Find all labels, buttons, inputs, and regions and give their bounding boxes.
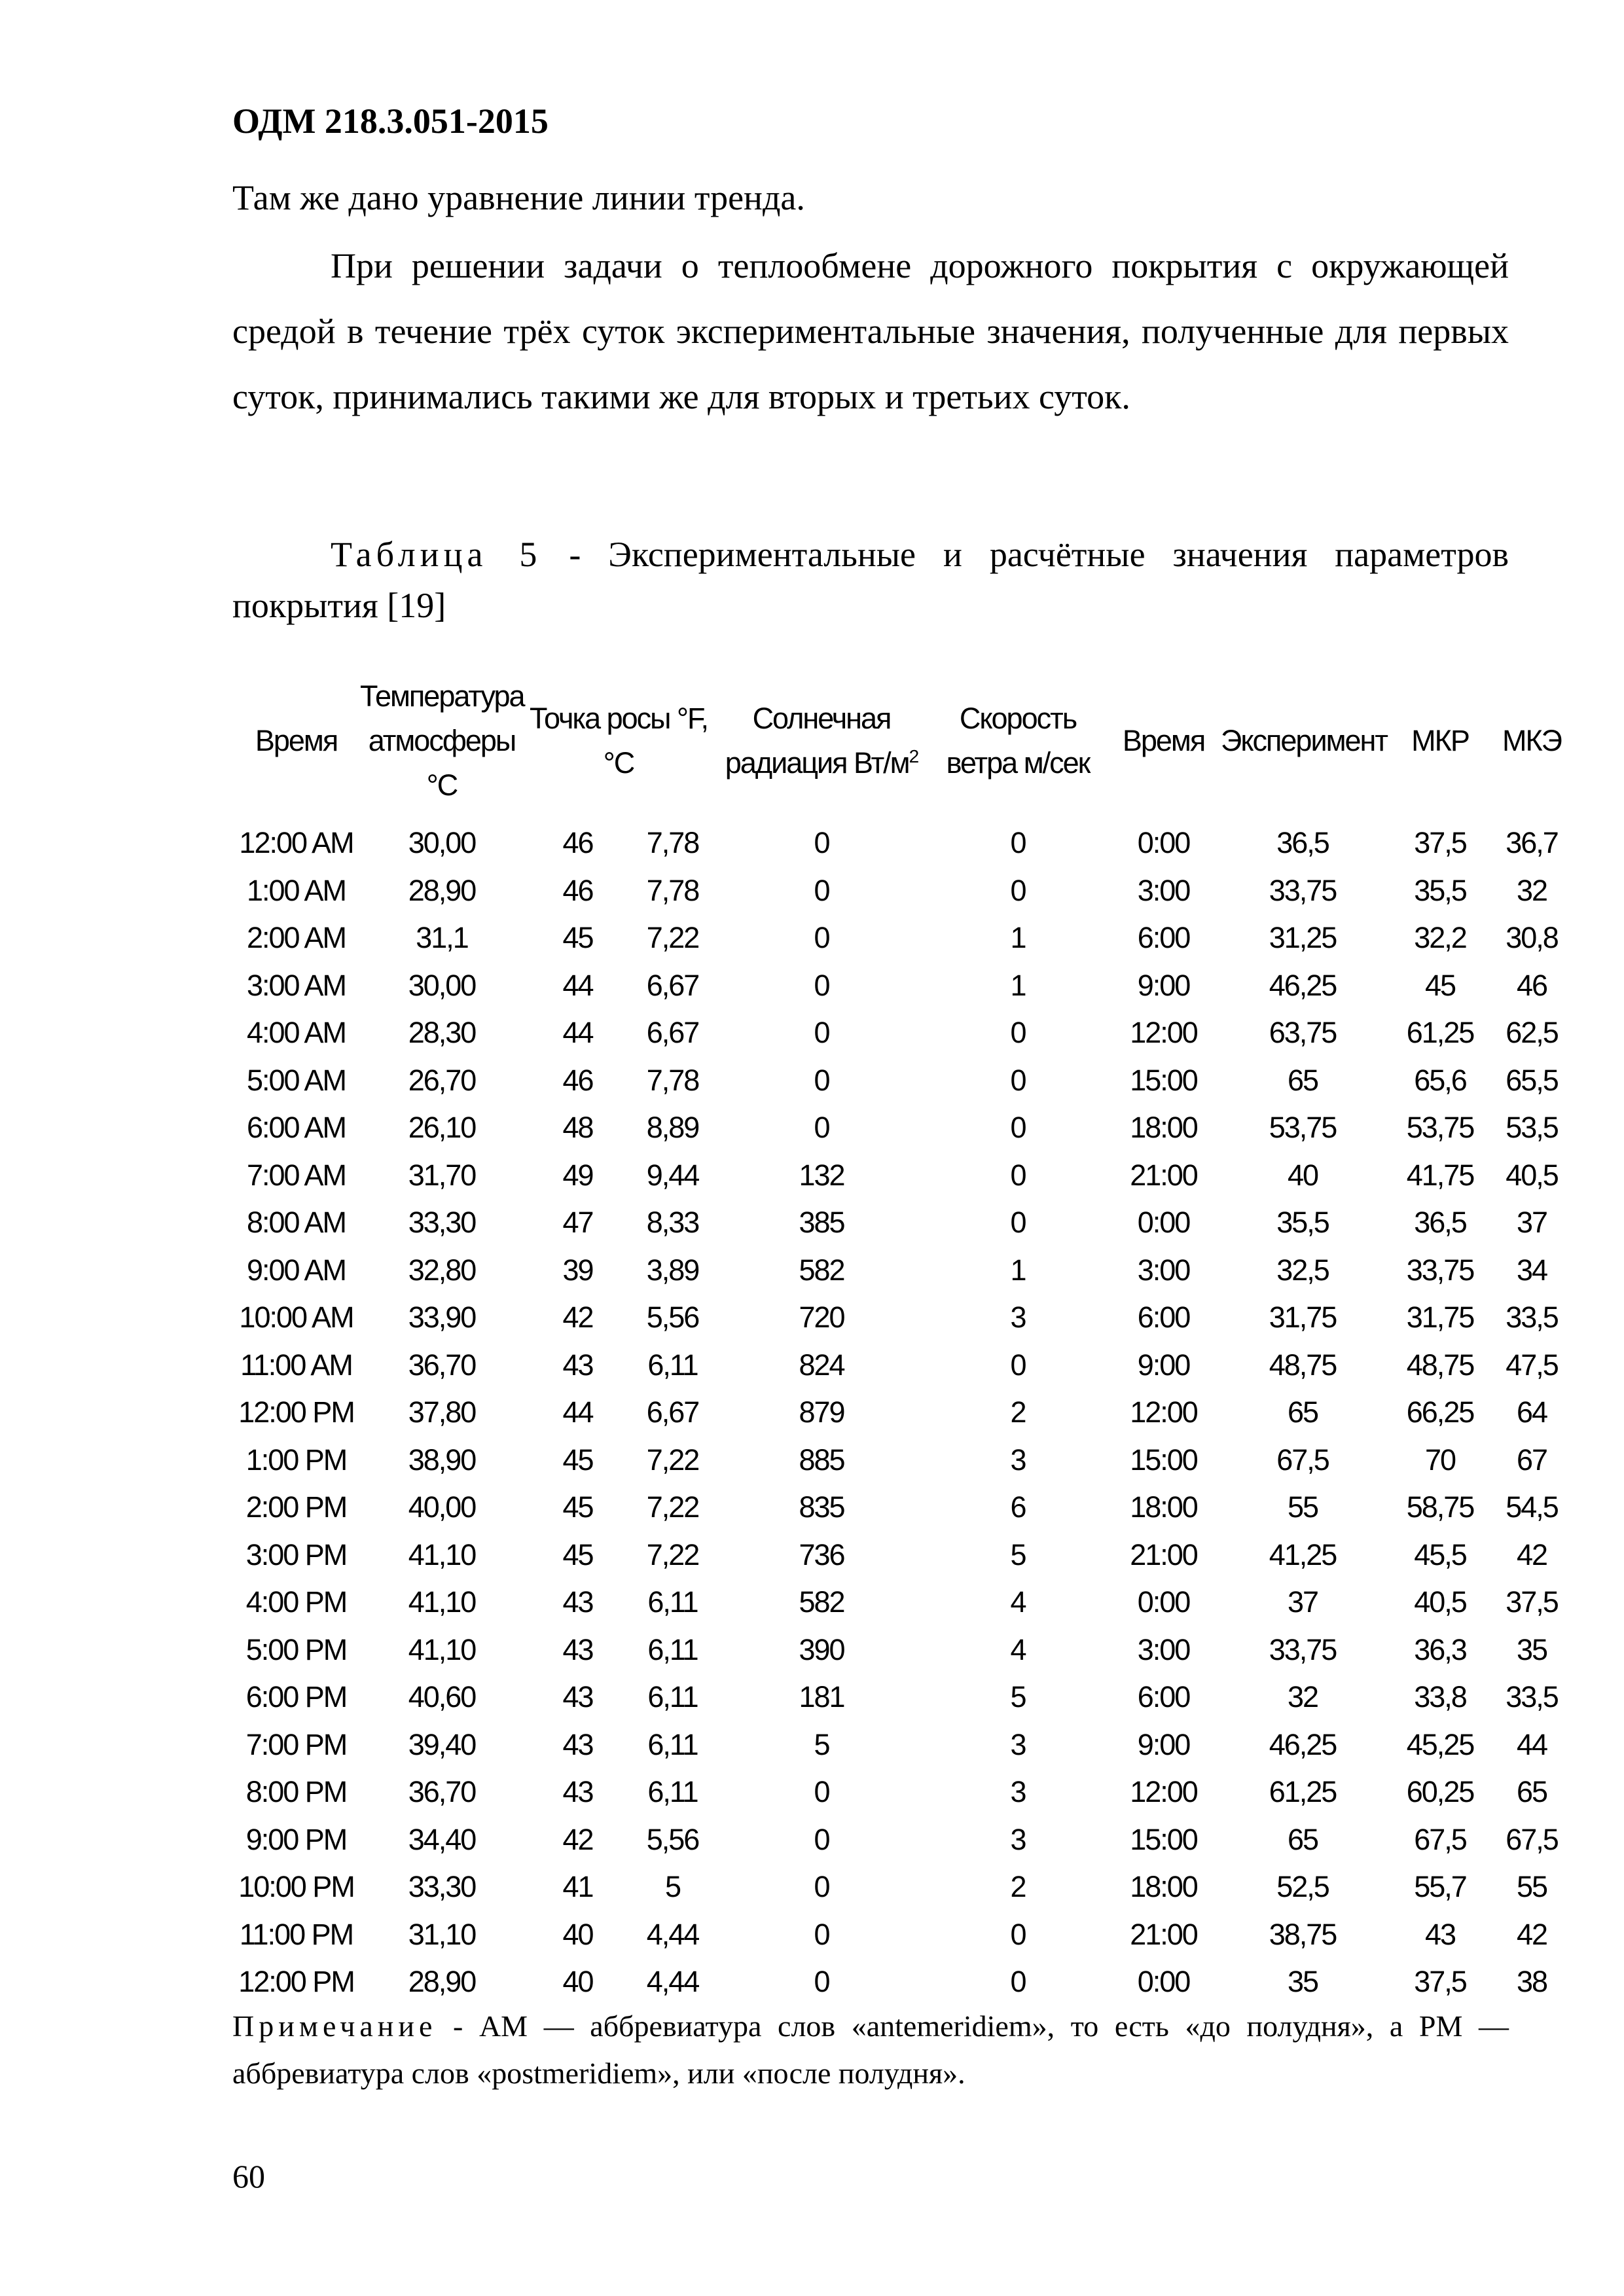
cell-mke: 67,5 (1506, 1822, 1558, 1856)
cell-solar: 0 (814, 1063, 829, 1097)
cell-mkr: 32,2 (1414, 921, 1466, 955)
cell-dew-c: 4,44 (646, 1965, 699, 1999)
cell-dew-f: 46 (562, 1063, 593, 1097)
table-row (232, 1674, 1568, 1721)
cell-mkr: 40,5 (1414, 1585, 1466, 1619)
table-row (232, 1579, 1568, 1626)
cell-time: 3:00 AM (246, 968, 346, 1002)
cell-dew-c: 7,22 (646, 921, 699, 955)
cell-experiment: 33,75 (1269, 873, 1337, 907)
cell-mkr: 33,75 (1406, 1253, 1474, 1287)
cell-mkr: 43 (1424, 1917, 1456, 1951)
cell-dew-c: 6,67 (646, 968, 699, 1002)
cell-solar: 0 (814, 1822, 829, 1856)
cell-wind: 1 (1010, 1253, 1026, 1287)
cell-time-2: 0:00 (1137, 826, 1190, 860)
cell-dew-c: 7,78 (646, 826, 699, 860)
cell-solar: 0 (814, 873, 829, 907)
cell-time-2: 0:00 (1137, 1206, 1190, 1240)
cell-mke: 38 (1516, 1965, 1547, 1999)
cell-solar: 0 (814, 826, 829, 860)
cell-wind: 2 (1010, 1395, 1026, 1429)
cell-solar: 0 (814, 921, 829, 955)
cell-time: 5:00 PM (245, 1632, 347, 1666)
cell-dew-f: 44 (562, 968, 593, 1002)
cell-dew-c: 6,11 (647, 1727, 698, 1761)
page-number: 60 (232, 2158, 265, 2195)
cell-mke: 37 (1516, 1206, 1547, 1240)
cell-mke: 42 (1516, 1537, 1547, 1571)
cell-temperature: 41,10 (408, 1585, 476, 1619)
cell-time: 4:00 AM (246, 1016, 346, 1050)
cell-temperature: 33,30 (408, 1206, 476, 1240)
cell-solar: 385 (799, 1206, 844, 1240)
cell-temperature: 32,80 (408, 1253, 476, 1287)
cell-mke: 64 (1516, 1395, 1547, 1429)
header-time-2: Время (1122, 724, 1205, 757)
cell-dew-c: 9,44 (646, 1158, 699, 1192)
cell-dew-c: 5,56 (646, 1822, 699, 1856)
cell-temperature: 31,10 (408, 1917, 476, 1951)
cell-time-2: 0:00 (1137, 1965, 1190, 1999)
cell-wind: 0 (1010, 1111, 1026, 1145)
cell-dew-f: 49 (562, 1158, 593, 1192)
cell-experiment: 46,25 (1269, 1727, 1337, 1761)
cell-temperature: 40,00 (408, 1490, 476, 1524)
cell-wind: 0 (1010, 1917, 1026, 1951)
cell-time: 1:00 PM (245, 1443, 347, 1477)
cell-dew-f: 45 (562, 1537, 593, 1571)
cell-time-2: 18:00 (1130, 1490, 1197, 1524)
table-header (232, 674, 1568, 808)
cell-dew-c: 6,11 (647, 1632, 698, 1666)
cell-mke: 46 (1516, 968, 1547, 1002)
cell-time-2: 18:00 (1130, 1870, 1197, 1904)
cell-mke: 55 (1516, 1870, 1547, 1904)
cell-solar: 0 (814, 1870, 829, 1904)
cell-time: 1:00 AM (246, 873, 346, 907)
cell-experiment: 32,5 (1276, 1253, 1329, 1287)
header-mke: МКЭ (1502, 724, 1562, 757)
cell-time-2: 15:00 (1130, 1443, 1197, 1477)
cell-time: 12:00 PM (238, 1965, 354, 1999)
cell-temperature: 30,00 (408, 826, 476, 860)
cell-time: 7:00 AM (246, 1158, 346, 1192)
cell-dew-c: 7,78 (646, 1063, 699, 1097)
document-code: ОДМ 218.3.051-2015 (232, 101, 549, 141)
table-row (232, 1721, 1568, 1769)
cell-mke: 67 (1516, 1443, 1547, 1477)
cell-temperature: 26,10 (408, 1111, 476, 1145)
cell-experiment: 46,25 (1269, 968, 1337, 1002)
header-solar-radiation-sup: 2 (909, 746, 918, 766)
table-row (232, 1626, 1568, 1674)
cell-dew-f: 42 (562, 1822, 593, 1856)
cell-dew-f: 45 (562, 1443, 593, 1477)
paragraph-trend: Там же дано уравнение линии тренда. (232, 178, 805, 217)
cell-mkr: 41,75 (1406, 1158, 1474, 1192)
header-mkr: МКР (1411, 724, 1469, 757)
header-solar-radiation-text: Солнечная радиация Вт/м (725, 702, 909, 780)
cell-time: 8:00 PM (245, 1775, 347, 1809)
table-row (232, 1389, 1568, 1437)
header-experiment: Эксперимент (1221, 724, 1388, 757)
cell-mkr: 31,75 (1406, 1300, 1474, 1335)
cell-dew-c: 6,67 (646, 1016, 699, 1050)
cell-solar: 736 (799, 1537, 844, 1571)
cell-solar: 879 (799, 1395, 844, 1429)
cell-wind: 0 (1010, 1206, 1026, 1240)
cell-mkr: 60,25 (1406, 1775, 1474, 1809)
cell-experiment: 55 (1287, 1490, 1318, 1524)
cell-wind: 2 (1010, 1870, 1026, 1904)
cell-dew-f: 39 (562, 1253, 593, 1287)
cell-time-2: 3:00 (1137, 1632, 1190, 1666)
cell-temperature: 40,60 (408, 1680, 476, 1714)
cell-temperature: 41,10 (408, 1632, 476, 1666)
cell-wind: 3 (1010, 1775, 1026, 1809)
table-row (232, 1342, 1568, 1390)
table-row (232, 1911, 1568, 1959)
cell-mke: 30,8 (1506, 921, 1558, 955)
cell-time-2: 6:00 (1137, 1680, 1190, 1714)
cell-mke: 40,5 (1506, 1158, 1558, 1192)
cell-solar: 0 (814, 968, 829, 1002)
cell-time-2: 21:00 (1130, 1537, 1197, 1571)
cell-experiment: 41,25 (1269, 1537, 1337, 1571)
cell-mkr: 45,5 (1414, 1537, 1466, 1571)
header-wind-speed: Скорость ветра м/сек (946, 702, 1090, 780)
cell-wind: 3 (1010, 1822, 1026, 1856)
cell-time-2: 15:00 (1130, 1822, 1197, 1856)
cell-time-2: 9:00 (1137, 968, 1190, 1002)
cell-mke: 35 (1516, 1632, 1547, 1666)
cell-experiment: 37 (1287, 1585, 1318, 1619)
cell-temperature: 31,1 (416, 921, 468, 955)
cell-dew-f: 40 (562, 1965, 593, 1999)
cell-mkr: 36,5 (1414, 1206, 1466, 1240)
cell-experiment: 48,75 (1269, 1348, 1337, 1382)
cell-time-2: 21:00 (1130, 1917, 1197, 1951)
cell-wind: 1 (1010, 968, 1026, 1002)
cell-time: 10:00 AM (239, 1300, 353, 1335)
cell-dew-c: 5 (664, 1870, 681, 1904)
cell-temperature: 36,70 (408, 1775, 476, 1809)
table-caption (232, 529, 1509, 631)
cell-mkr: 67,5 (1414, 1822, 1466, 1856)
table-row (232, 1484, 1568, 1532)
cell-mkr: 36,3 (1414, 1632, 1466, 1666)
table-row (232, 1532, 1568, 1579)
cell-dew-f: 40 (562, 1917, 593, 1951)
cell-experiment: 52,5 (1276, 1870, 1329, 1904)
cell-temperature: 36,70 (408, 1348, 476, 1382)
table-row (232, 962, 1568, 1010)
paragraph-heat-exchange: При решении задачи о теплообмене дорожного покрытия с окружающей средой в течение трёх суток экспериментальные значения, полученные для первых суток, принимались такими же для вторых и третьих суток. (232, 246, 1509, 416)
cell-time: 10:00 PM (238, 1870, 354, 1904)
cell-dew-f: 43 (562, 1632, 593, 1666)
cell-mkr: 48,75 (1406, 1348, 1474, 1382)
cell-wind: 3 (1010, 1727, 1026, 1761)
cell-experiment: 35,5 (1276, 1206, 1329, 1240)
table-caption-text: - Экспериментальные и расчётные значения параметров покрытия [19] (232, 535, 1509, 625)
cell-time: 11:00 PM (239, 1917, 353, 1951)
cell-solar: 824 (799, 1348, 844, 1382)
cell-wind: 5 (1010, 1680, 1026, 1714)
cell-time: 6:00 AM (246, 1111, 346, 1145)
cell-dew-f: 43 (562, 1348, 593, 1382)
table-row (232, 1816, 1568, 1864)
cell-time: 6:00 PM (245, 1680, 347, 1714)
cell-dew-c: 6,11 (647, 1680, 698, 1714)
cell-dew-c: 6,11 (647, 1585, 698, 1619)
cell-experiment: 33,75 (1269, 1632, 1337, 1666)
header-time: Время (255, 724, 338, 757)
cell-temperature: 30,00 (408, 968, 476, 1002)
cell-experiment: 32 (1287, 1680, 1318, 1714)
cell-experiment: 61,25 (1269, 1775, 1337, 1809)
cell-solar: 5 (814, 1727, 829, 1761)
cell-time-2: 9:00 (1137, 1727, 1190, 1761)
table-row (232, 1152, 1568, 1200)
cell-experiment: 40 (1287, 1158, 1318, 1192)
cell-solar: 0 (814, 1775, 829, 1809)
cell-time: 9:00 AM (246, 1253, 346, 1287)
cell-solar: 0 (814, 1016, 829, 1050)
cell-experiment: 31,25 (1269, 921, 1337, 955)
cell-wind: 0 (1010, 826, 1026, 860)
cell-dew-f: 45 (562, 1490, 593, 1524)
cell-dew-c: 7,22 (646, 1443, 699, 1477)
note-label: Примечание (232, 2009, 437, 2043)
cell-mke: 32 (1516, 873, 1547, 907)
cell-temperature: 33,30 (408, 1870, 476, 1904)
cell-time-2: 21:00 (1130, 1158, 1197, 1192)
cell-dew-f: 42 (562, 1300, 593, 1335)
cell-solar: 835 (799, 1490, 844, 1524)
cell-dew-c: 4,44 (646, 1917, 699, 1951)
cell-wind: 0 (1010, 1063, 1026, 1097)
cell-wind: 3 (1010, 1443, 1026, 1477)
cell-experiment: 53,75 (1269, 1111, 1337, 1145)
header-temperature: Температура атмосферы °С (360, 679, 524, 802)
cell-mke: 36,7 (1506, 826, 1558, 860)
cell-solar: 720 (799, 1300, 844, 1335)
table-row (232, 1768, 1568, 1816)
cell-dew-f: 41 (562, 1870, 593, 1904)
table-row (232, 867, 1568, 915)
cell-temperature: 37,80 (408, 1395, 476, 1429)
cell-mkr: 33,8 (1414, 1680, 1466, 1714)
cell-wind: 6 (1010, 1490, 1026, 1524)
cell-experiment: 67,5 (1276, 1443, 1329, 1477)
note-text: - AM — аббревиатура слов «antemeridiem», то есть «до полудня», а PM — аббревиатура слов «postmeridiem», или «после полудня». (232, 2009, 1509, 2090)
cell-time: 12:00 PM (238, 1395, 354, 1429)
cell-solar: 582 (799, 1253, 844, 1287)
cell-mke: 47,5 (1506, 1348, 1558, 1382)
cell-mkr: 58,75 (1406, 1490, 1474, 1524)
cell-experiment: 63,75 (1269, 1016, 1337, 1050)
cell-solar: 390 (799, 1632, 844, 1666)
cell-dew-f: 43 (562, 1585, 593, 1619)
table-row (232, 1199, 1568, 1247)
table-row (232, 1009, 1568, 1057)
cell-experiment: 35 (1287, 1965, 1318, 1999)
cell-wind: 0 (1010, 873, 1026, 907)
cell-mkr: 61,25 (1406, 1016, 1474, 1050)
cell-dew-f: 46 (562, 873, 593, 907)
cell-wind: 0 (1010, 1348, 1026, 1382)
table-row (232, 1863, 1568, 1911)
cell-temperature: 34,40 (408, 1822, 476, 1856)
cell-experiment: 65 (1287, 1395, 1318, 1429)
cell-dew-c: 6,67 (646, 1395, 699, 1429)
cell-mke: 42 (1516, 1917, 1547, 1951)
cell-dew-f: 48 (562, 1111, 593, 1145)
cell-temperature: 31,70 (408, 1158, 476, 1192)
cell-wind: 1 (1010, 921, 1026, 955)
cell-mke: 65 (1516, 1775, 1547, 1809)
cell-temperature: 41,10 (408, 1537, 476, 1571)
cell-experiment: 31,75 (1269, 1300, 1337, 1335)
cell-wind: 0 (1010, 1965, 1026, 1999)
cell-time-2: 18:00 (1130, 1111, 1197, 1145)
table-row (232, 1437, 1568, 1484)
cell-dew-f: 44 (562, 1395, 593, 1429)
cell-time: 7:00 PM (245, 1727, 347, 1761)
cell-mkr: 53,75 (1406, 1111, 1474, 1145)
table-row (232, 808, 1568, 867)
cell-dew-f: 44 (562, 1016, 593, 1050)
table-row (232, 914, 1568, 962)
header-dew-point: Точка росы °F, °C (529, 702, 708, 780)
table-row (232, 1104, 1568, 1152)
cell-temperature: 33,90 (408, 1300, 476, 1335)
cell-mke: 33,5 (1506, 1300, 1558, 1335)
cell-mke: 37,5 (1506, 1585, 1558, 1619)
cell-time: 9:00 PM (245, 1822, 347, 1856)
table-row (232, 1958, 1568, 2006)
cell-dew-c: 7,78 (646, 873, 699, 907)
data-table (232, 674, 1568, 2006)
cell-dew-c: 6,11 (647, 1348, 698, 1382)
cell-wind: 0 (1010, 1016, 1026, 1050)
cell-time: 5:00 AM (246, 1063, 346, 1097)
cell-experiment: 65 (1287, 1063, 1318, 1097)
cell-time: 8:00 AM (246, 1206, 346, 1240)
cell-temperature: 26,70 (408, 1063, 476, 1097)
cell-temperature: 28,30 (408, 1016, 476, 1050)
cell-dew-c: 7,22 (646, 1490, 699, 1524)
cell-time-2: 9:00 (1137, 1348, 1190, 1382)
cell-temperature: 28,90 (408, 873, 476, 907)
header-solar-radiation (713, 674, 929, 808)
cell-time-2: 6:00 (1137, 921, 1190, 955)
cell-solar: 582 (799, 1585, 844, 1619)
cell-time: 3:00 PM (245, 1537, 347, 1571)
cell-time: 2:00 AM (246, 921, 346, 955)
cell-solar: 0 (814, 1111, 829, 1145)
cell-temperature: 39,40 (408, 1727, 476, 1761)
cell-solar: 885 (799, 1443, 844, 1477)
cell-mke: 44 (1516, 1727, 1547, 1761)
cell-wind: 4 (1010, 1585, 1026, 1619)
cell-experiment: 65 (1287, 1822, 1318, 1856)
cell-mkr: 70 (1424, 1443, 1456, 1477)
cell-dew-c: 8,33 (646, 1206, 699, 1240)
cell-mkr: 55,7 (1414, 1870, 1466, 1904)
cell-mke: 34 (1516, 1253, 1547, 1287)
cell-solar: 0 (814, 1965, 829, 1999)
cell-time: 2:00 PM (245, 1490, 347, 1524)
cell-mkr: 65,6 (1414, 1063, 1466, 1097)
cell-mke: 65,5 (1506, 1063, 1558, 1097)
cell-dew-c: 5,56 (646, 1300, 699, 1335)
table-note (232, 2003, 1509, 2097)
cell-experiment: 38,75 (1269, 1917, 1337, 1951)
cell-wind: 5 (1010, 1537, 1026, 1571)
cell-mkr: 35,5 (1414, 873, 1466, 907)
cell-time-2: 15:00 (1130, 1063, 1197, 1097)
cell-mke: 62,5 (1506, 1016, 1558, 1050)
cell-wind: 3 (1010, 1300, 1026, 1335)
cell-mkr: 66,25 (1406, 1395, 1474, 1429)
cell-time-2: 12:00 (1130, 1016, 1197, 1050)
cell-time-2: 3:00 (1137, 1253, 1190, 1287)
cell-dew-f: 43 (562, 1775, 593, 1809)
cell-dew-f: 45 (562, 921, 593, 955)
table-row (232, 1294, 1568, 1342)
cell-solar: 181 (799, 1680, 844, 1714)
cell-solar: 0 (814, 1917, 829, 1951)
cell-mke: 33,5 (1506, 1680, 1558, 1714)
cell-dew-f: 47 (562, 1206, 593, 1240)
cell-mke: 53,5 (1506, 1111, 1558, 1145)
cell-temperature: 28,90 (408, 1965, 476, 1999)
cell-temperature: 38,90 (408, 1443, 476, 1477)
cell-time: 12:00 AM (239, 826, 353, 860)
cell-dew-c: 6,11 (647, 1775, 698, 1809)
table-caption-label: Таблица 5 (331, 535, 542, 574)
cell-mkr: 45 (1424, 968, 1456, 1002)
cell-wind: 4 (1010, 1632, 1026, 1666)
table-body (232, 808, 1568, 2006)
cell-mke: 54,5 (1506, 1490, 1558, 1524)
cell-dew-f: 43 (562, 1727, 593, 1761)
table-row (232, 1247, 1568, 1295)
cell-time-2: 0:00 (1137, 1585, 1190, 1619)
table-row (232, 1057, 1568, 1105)
cell-solar: 132 (799, 1158, 844, 1192)
cell-time-2: 12:00 (1130, 1395, 1197, 1429)
cell-dew-c: 8,89 (646, 1111, 699, 1145)
cell-dew-c: 3,89 (646, 1253, 699, 1287)
cell-experiment: 36,5 (1276, 826, 1329, 860)
cell-time: 4:00 PM (245, 1585, 347, 1619)
cell-mkr: 37,5 (1414, 826, 1466, 860)
cell-dew-f: 46 (562, 826, 593, 860)
cell-mkr: 45,25 (1406, 1727, 1474, 1761)
cell-time: 11:00 AM (240, 1348, 352, 1382)
cell-time-2: 6:00 (1137, 1300, 1190, 1335)
cell-dew-f: 43 (562, 1680, 593, 1714)
cell-time-2: 12:00 (1130, 1775, 1197, 1809)
cell-time-2: 3:00 (1137, 873, 1190, 907)
cell-wind: 0 (1010, 1158, 1026, 1192)
cell-mkr: 37,5 (1414, 1965, 1466, 1999)
cell-dew-c: 7,22 (646, 1537, 699, 1571)
